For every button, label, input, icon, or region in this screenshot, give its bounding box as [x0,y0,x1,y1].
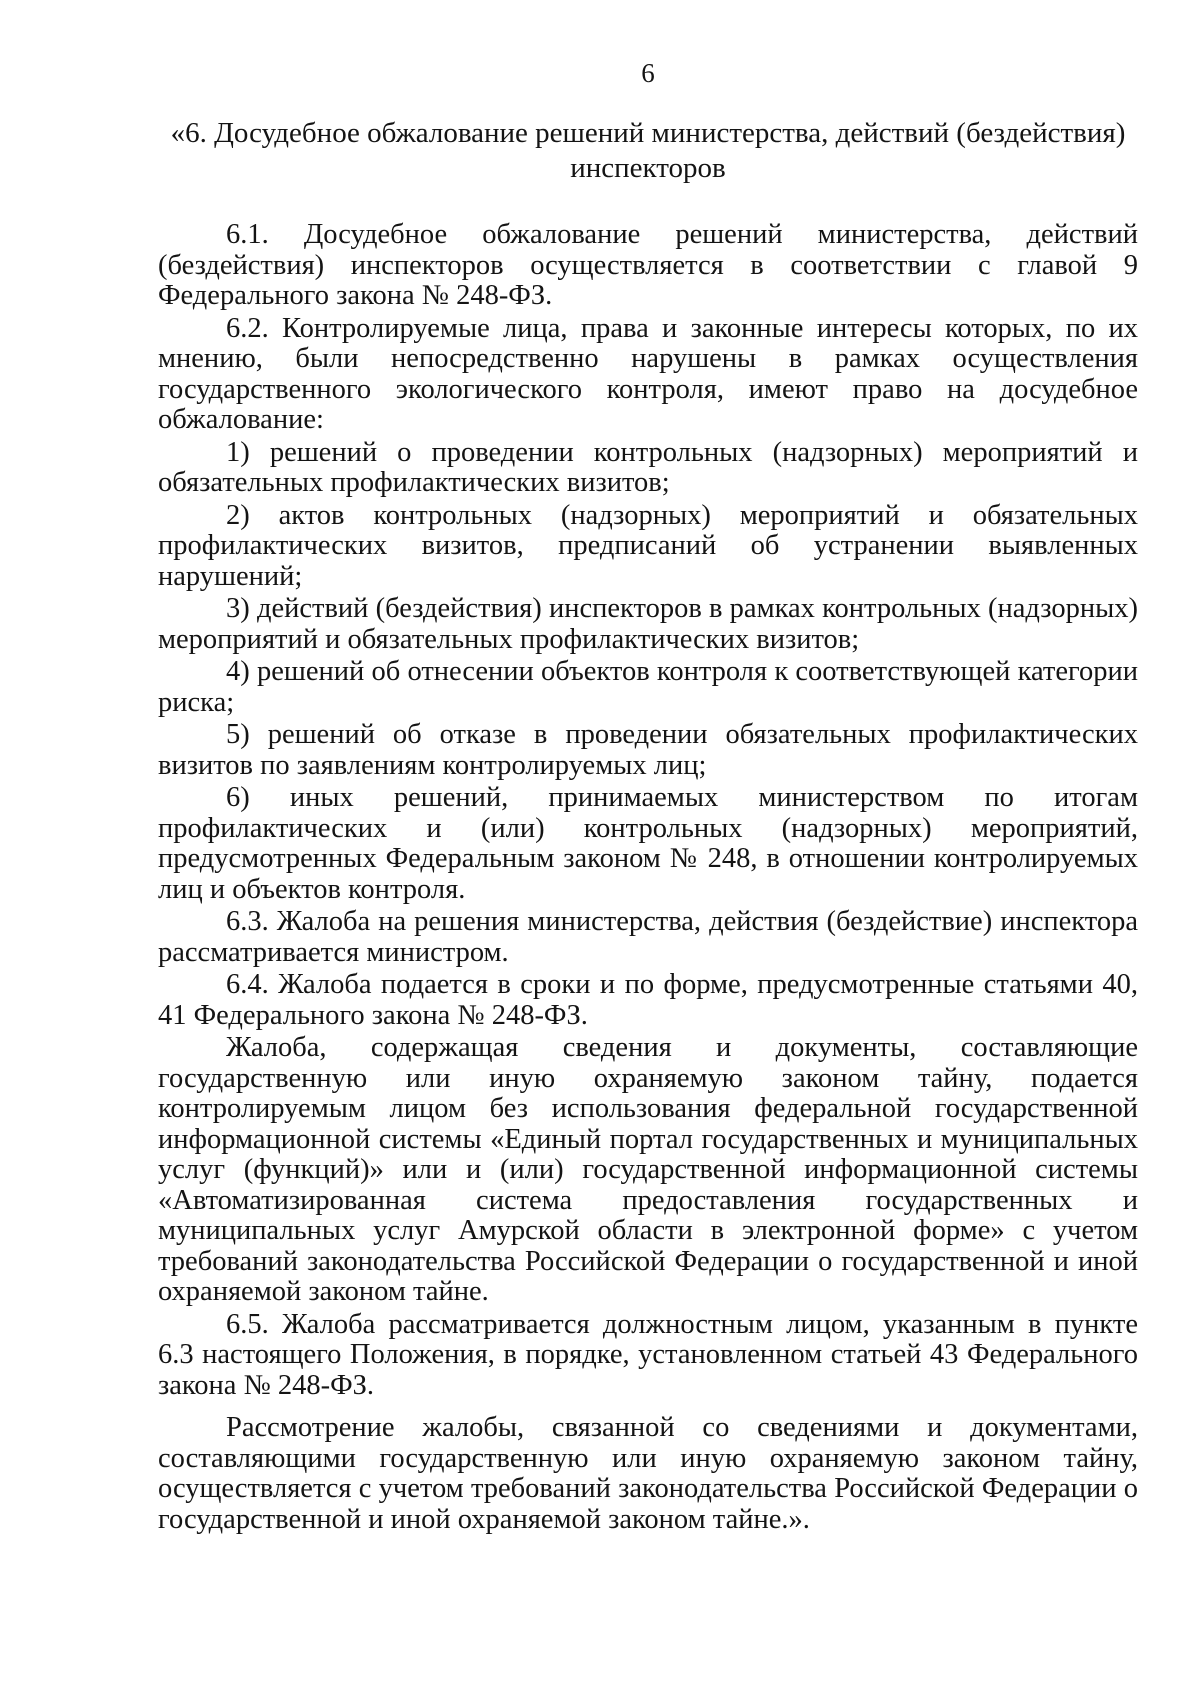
paragraph-6-2: 6.2. Контролируемые лица, права и законные интересы которых, по их мнению, были непосредственно нарушены в рамках осуществления государственного экологического контроля, имеют право на досудебное обжалование: [158,312,1138,435]
paragraph-6-1: 6.1. Досудебное обжалование решений министерства, действий (бездействия) инспекторов осуществляется в соответствии с главой 9 Федерального закона № 248-ФЗ. [158,219,1138,311]
paragraph-6-5-continued: Рассмотрение жалобы, связанной со сведениями и документами, составляющими государственную или иную охраняемую законом тайну, осуществляется с учетом требований законодательства Российской Федерации о государственной и иной охраняемой законом тайне.». [158,1412,1138,1535]
section-heading-line-2: инспекторов [570,152,726,184]
list-item-6: 6) иных решений, принимаемых министерством по итогам профилактических и (или) контрольных (надзорных) мероприятий, предусмотренных Федеральным законом № 248, в отношении контролируемых лиц и объектов контроля. [158,782,1138,905]
paragraph-6-5: 6.5. Жалоба рассматривается должностным лицом, указанным в пункте 6.3 настоящего Положения, в порядке, установленном статьей 43 Федерального закона № 248-ФЗ. [158,1308,1138,1401]
paragraph-6-4: 6.4. Жалоба подается в сроки и по форме, предусмотренные статьями 40, 41 Федерального закона № 248-ФЗ. [158,969,1138,1031]
page-number: 6 [641,58,655,88]
list-item-2: 2) актов контрольных (надзорных) мероприятий и обязательных профилактических визитов, предписаний об устранении выявленных нарушений; [158,499,1138,592]
section-heading [158,116,1138,186]
list-item-3: 3) действий (бездействия) инспекторов в рамках контрольных (надзорных) мероприятий и обязательных профилактических визитов; [158,593,1138,655]
paragraph-6-3: 6.3. Жалоба на решения министерства, действия (бездействие) инспектора рассматривается министром. [158,906,1138,968]
list-item-4: 4) решений об отнесении объектов контроля к соответствующей категории риска; [158,656,1138,718]
list-item-1: 1) решений о проведении контрольных (надзорных) мероприятий и обязательных профилактических визитов; [158,436,1138,498]
section-heading-line-1: «6. Досудебное обжалование решений министерства, действий (бездействия) [170,117,1126,149]
paragraph-6-4-continued: Жалоба, содержащая сведения и документы, составляющие государственную или иную охраняемую законом тайну, подается контролируемым лицом без использования федеральной государственной информационной системы «Единый портал государственных и муниципальных услуг (функций)» или и (или) государственной информационной системы «Автоматизированная система предоставления государственных и муниципальных услуг Амурской области в электронной форме» с учетом требований законодательства Российской Федерации о государственной и иной охраняемой законом тайне. [158,1032,1138,1307]
list-item-5: 5) решений об отказе в проведении обязательных профилактических визитов по заявлениям контролируемых лиц; [158,719,1138,781]
body-text [158,220,1138,1535]
